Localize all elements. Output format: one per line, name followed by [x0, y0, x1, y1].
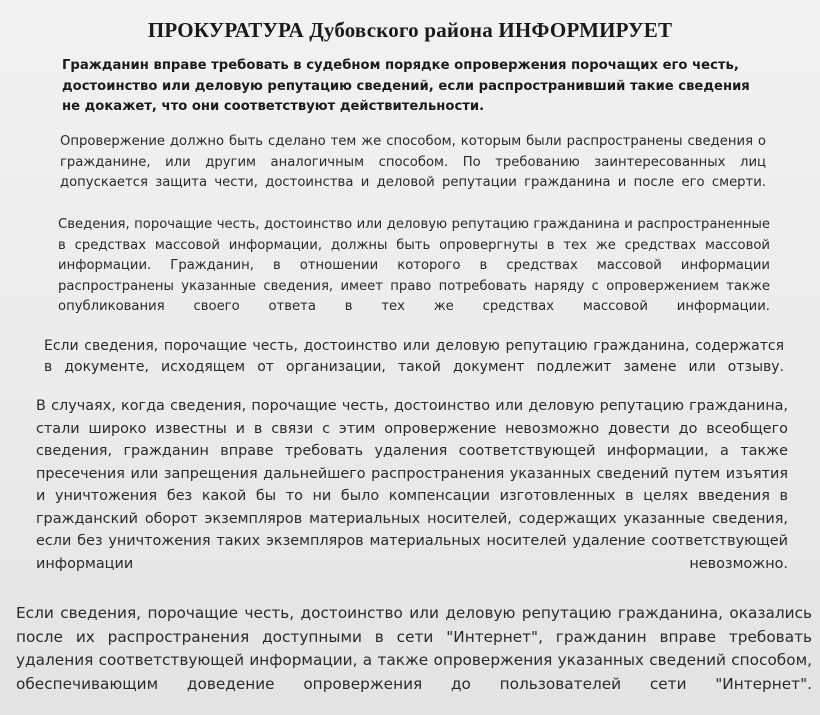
paragraph-widely-known: В случаях, когда сведения, порочащие честь, достоинство или деловую репутацию гражданина, стали широко известны и в связи с этим опровержение невозможно довести до всеобщего сведения, гражданин вправе требовать удаления соответствующей информации, а также пресечения или запрещения дальнейшего распространения указанных сведений путем изъятия и уничтожения без какой бы то ни было компенсации изготовленных в целях введения в гражданский оборот экземпляров материальных носителей, содержащих указанные сведения, если без уничтожения таких экземпляров материальных носителей удаление соответствующей информации невозможно.	[36, 398, 788, 572]
notice-lead-paragraph: Гражданин вправе требовать в судебном порядке опровержения порочащих его честь, достоинство или деловую репутацию сведений, если распространивший такие сведения не докажет, что они соответствуют действительности.	[62, 58, 750, 114]
notice-title: ПРОКУРАТУРА Дубовского района ИНФОРМИРУЕТ	[147, 18, 673, 42]
paragraph-internet: Если сведения, порочащие честь, достоинство или деловую репутацию гражданина, оказались после их распространения доступными в сети "Интернет", гражданин вправе требовать удаления соответствующей информации, а также опровержения указанных сведений способом, обеспечивающим доведение опровержения до пользователей сети "Интернет".	[16, 604, 812, 693]
paragraph-organization-document: Если сведения, порочащие честь, достоинство или деловую репутацию гражданина, содержатся в документе, исходящем от организации, такой документ подлежит замене или отзыву.	[44, 338, 784, 375]
paragraph-refutation-method: Опровержение должно быть сделано тем же способом, которым были распространены сведения о гражданине, или другим аналогичным способом. По требованию заинтересованных лиц допускается защита чести, достоинства и деловой репутации гражданина и после его смерти.	[60, 134, 766, 190]
paragraph-mass-media: Сведения, порочащие честь, достоинство или деловую репутацию гражданина и распространенные в средствах массовой информации, должны быть опровергнуты в тех же средствах массовой информации. Гражданин, в отношении которого в средствах массовой информации распространены указанные сведения, имеет право потребовать наряду с опровержением также опубликования своего ответа в тех же средствах массовой информации.	[58, 217, 770, 314]
